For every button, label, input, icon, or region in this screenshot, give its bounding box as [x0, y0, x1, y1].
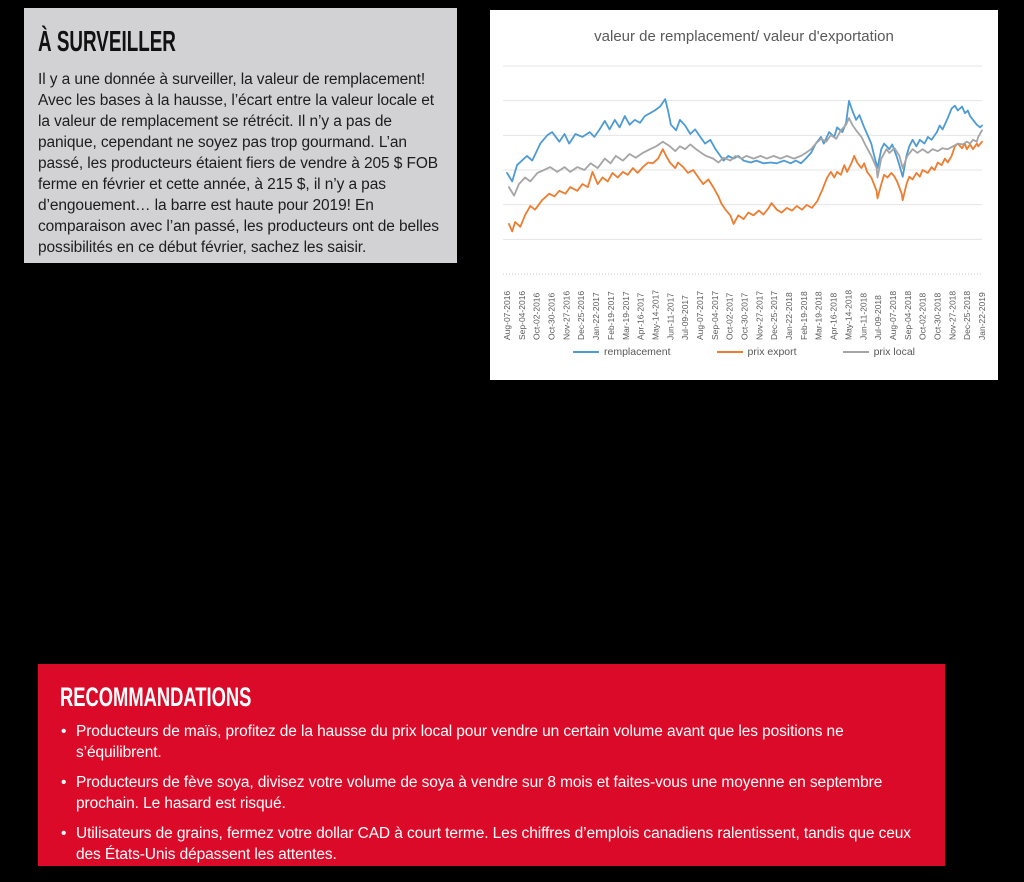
x-axis-label: May-14-2017 [650, 289, 661, 340]
recommendations-title: RECOMMANDATIONS [60, 682, 252, 712]
x-axis-label: Dec-25-2016 [576, 290, 587, 340]
x-axis-label: Nov-27-2018 [947, 290, 958, 340]
x-axis-label: Nov-27-2017 [754, 290, 765, 340]
chart-legend [490, 344, 998, 382]
x-axis-label: Jan-22-2018 [784, 292, 795, 340]
x-axis-label: Nov-27-2016 [561, 290, 572, 340]
legend-item-prix-local [843, 346, 915, 358]
watch-box [24, 8, 457, 263]
legend-item-prix-export [717, 346, 797, 358]
legend-swatch [573, 351, 599, 353]
x-axis-label: Feb-19-2017 [605, 291, 616, 340]
x-axis-label: Mar-19-2017 [620, 291, 631, 340]
legend-label: remplacement [604, 346, 671, 358]
recommendation-item: • Producteurs de maïs, profitez de la hausse du prix local pour vendre un certain volume avant que les positions ne s’équilibrent. [60, 721, 923, 763]
recommendation-item: • Producteurs de fève soya, divisez votre volume de soya à vendre sur 8 mois et faites-vous une moyenne en septembre prochain. Le hasard est risqué. [60, 772, 923, 814]
x-axis-label: Apr-16-2018 [828, 292, 839, 340]
recommendation-item: • Utilisateurs de grains, fermez votre dollar CAD à court terme. Les chiffres d’emplois canadiens ralentissent, tandis que ceux des États-Unis dépassent les attentes. [60, 823, 923, 865]
x-axis-label: Oct-02-2016 [531, 292, 542, 340]
legend-swatch [717, 351, 743, 353]
chart-title: valeur de remplacement/ valeur d'exportation [594, 28, 894, 45]
x-axis-label: Jun-11-2018 [858, 292, 869, 340]
x-axis-label: Dec-25-2017 [769, 290, 780, 340]
x-axis-label: Feb-19-2018 [798, 291, 809, 340]
legend-swatch [843, 351, 869, 353]
x-axis-label: Aug-07-2018 [887, 290, 898, 340]
x-axis-label: Sep-04-2017 [709, 290, 720, 340]
series-line-prix-export [509, 142, 982, 232]
x-axis-label: Dec-25-2018 [962, 290, 973, 340]
x-axis-label: Apr-16-2017 [635, 292, 646, 340]
x-axis-label: May-14-2018 [843, 289, 854, 340]
x-axis-label: Jan-22-2019 [977, 292, 987, 340]
x-axis-label: Jul-09-2018 [873, 295, 884, 340]
price-chart-panel [490, 10, 998, 380]
x-axis-label: Sep-04-2016 [516, 290, 527, 340]
watch-box-body: Il y a une donnée à surveiller, la valeur de remplacement! Avec les bases à la hausse, l’écart entre la valeur locale et la valeur de remplacement se rétrécit. Il n’y a pas de panique, cependant ne soyez pas trop gourmand. L’an passé, les producteurs étaient fiers de vendre à 205 $ FOB ferme en février et cette année, à 215 $, il n’y a pas d’engouement… la barre est haute pour 2019! En comparaison avec l’an passé, les producteurs ont de belles possibilités en ce début février, sachez les saisir. [38, 71, 439, 256]
series-line-remplacement [507, 99, 982, 181]
x-axis-label: Mar-19-2018 [813, 291, 824, 340]
x-axis-label: Sep-04-2018 [902, 290, 913, 340]
x-axis-label: Aug-07-2017 [694, 290, 705, 340]
recommendations-list [60, 721, 923, 865]
watch-box-title: À SURVEILLER [38, 26, 176, 58]
x-axis-label: Aug-07-2016 [502, 290, 512, 340]
x-axis-label: Oct-30-2016 [546, 292, 557, 340]
x-axis-label: Oct-30-2018 [932, 292, 943, 340]
chart-plot [490, 54, 998, 344]
x-axis-label: Oct-02-2017 [724, 292, 735, 340]
legend-item-remplacement [573, 346, 671, 358]
legend-label: prix local [873, 346, 915, 358]
series-line-prix-local [509, 118, 982, 196]
legend-label: prix export [747, 346, 797, 358]
x-axis-label: Jun-11-2017 [665, 292, 676, 340]
x-axis-label: Oct-02-2018 [917, 292, 928, 340]
x-axis-label: Jan-22-2017 [591, 292, 602, 340]
x-axis-label: Jul-09-2017 [680, 295, 691, 340]
recommendations-box [38, 664, 945, 866]
x-axis-label: Oct-30-2017 [739, 292, 750, 340]
